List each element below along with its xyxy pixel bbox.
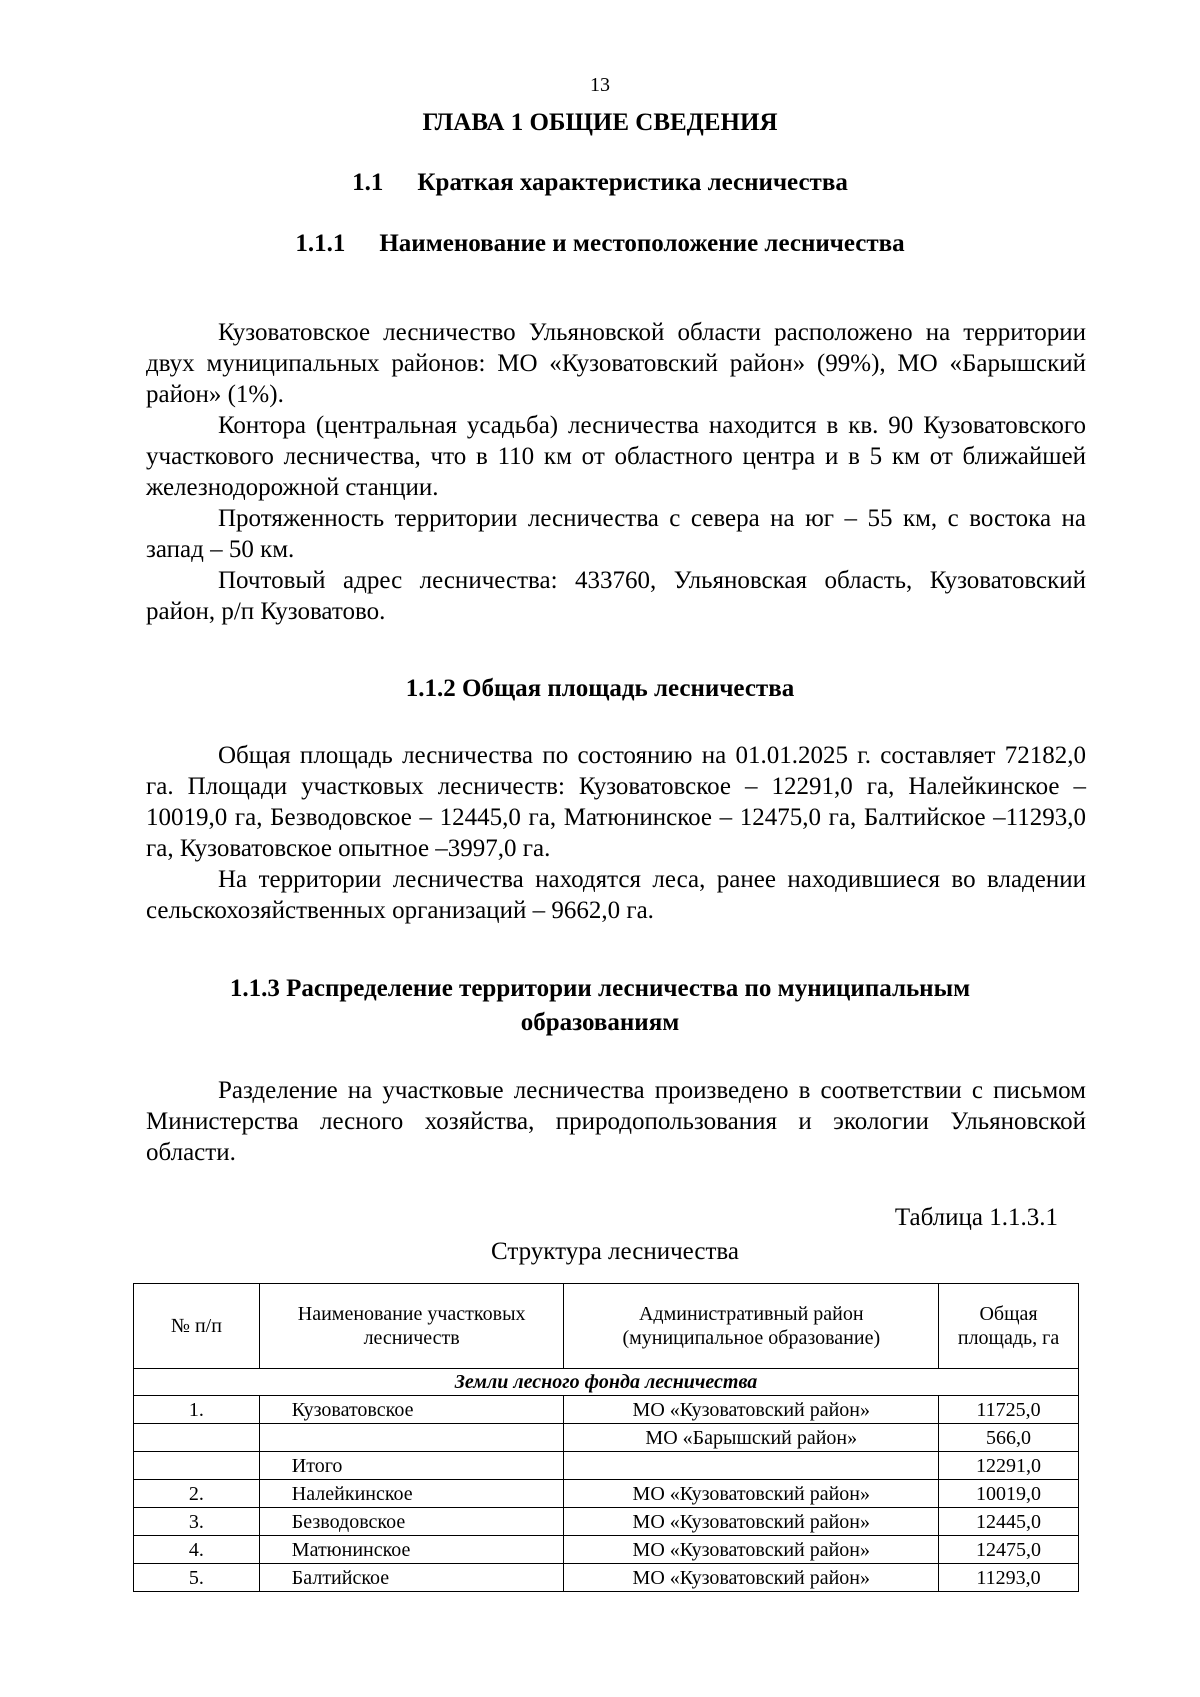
row-name xyxy=(259,1424,564,1452)
table-row xyxy=(134,1508,1079,1536)
row-num: 1. xyxy=(134,1396,260,1424)
page-number: 13 xyxy=(590,74,610,96)
table-row xyxy=(134,1536,1079,1564)
row-name: Матюнинское xyxy=(259,1536,564,1564)
row-name: Кузоватовское xyxy=(259,1396,564,1424)
row-area: 11293,0 xyxy=(939,1564,1079,1592)
header-num: № п/п xyxy=(134,1284,260,1369)
row-district: МО «Кузоватовский район» xyxy=(564,1536,939,1564)
section-1-1-number: 1.1 xyxy=(352,169,384,196)
extent-paragraph: Протяженность территории лесничества с севера на юг – 55 км, с востока на запад – 50 км. xyxy=(146,505,1086,563)
row-area: 12445,0 xyxy=(939,1508,1079,1536)
row-num xyxy=(134,1424,260,1452)
group-label: Земли лесного фонда лесничества xyxy=(134,1369,1079,1396)
location-paragraph: Кузоватовское лесничество Ульяновской области расположено на территории двух муниципальных районов: МО «Кузоватовский район» (99%), МО «Барышский район» (1%). xyxy=(146,319,1086,408)
row-district xyxy=(564,1452,939,1480)
row-district: МО «Кузоватовский район» xyxy=(564,1564,939,1592)
row-area: 12291,0 xyxy=(939,1452,1079,1480)
section-1-1-1-number: 1.1.1 xyxy=(295,230,346,257)
section-1-1-2-heading: 1.1.2 Общая площадь лесничества xyxy=(405,675,795,702)
row-num: 4. xyxy=(134,1536,260,1564)
table-row xyxy=(134,1564,1079,1592)
section-1-1-3-title-line2: образованиям xyxy=(520,1009,680,1036)
row-district: МО «Кузоватовский район» xyxy=(564,1396,939,1424)
row-name: Итого xyxy=(259,1452,564,1480)
section-1-1-1-heading xyxy=(140,227,1060,261)
row-area: 566,0 xyxy=(939,1424,1079,1452)
total-area-paragraph: Общая площадь лесничества по состоянию на 01.01.2025 г. составляет 72182,0 га. Площади участковых лесничеств: Кузоватовское – 12291,0 га, Налейкинское – 10019,0 га, Безводовское – 12445,0 га, Матюнинское – 12475,0 га, Балтийское –11293,0 га, Кузоватовское опытное –3997,0 га. xyxy=(146,742,1086,862)
table-title: Структура лесничества xyxy=(491,1238,739,1265)
header-area: Общая площадь, га xyxy=(939,1284,1079,1369)
row-num: 2. xyxy=(134,1480,260,1508)
row-num: 5. xyxy=(134,1564,260,1592)
row-district: МО «Барышский район» xyxy=(564,1424,939,1452)
address-paragraph: Почтовый адрес лесничества: 433760, Ульяновская область, Кузоватовский район, р/п Кузоватово. xyxy=(146,567,1086,625)
row-name: Балтийское xyxy=(259,1564,564,1592)
row-district: МО «Кузоватовский район» xyxy=(564,1480,939,1508)
header-name: Наименование участковых лесничеств xyxy=(259,1284,564,1369)
section-1-1-3-title-line1: 1.1.3 Распределение территории лесничества по муниципальным xyxy=(229,975,971,1002)
agri-forests-paragraph: На территории лесничества находятся леса, ранее находившиеся во владении сельскохозяйственных организаций – 9662,0 га. xyxy=(146,866,1086,924)
row-area: 12475,0 xyxy=(939,1536,1079,1564)
office-paragraph: Контора (центральная усадьба) лесничества находится в кв. 90 Кузоватовского участкового лесничества, что в 110 км от областного центра и в 5 км от ближайшей железнодорожной станции. xyxy=(146,412,1086,501)
section-1-1-title: Краткая характеристика лесничества xyxy=(417,169,848,196)
table-row xyxy=(134,1396,1079,1424)
table-group-row xyxy=(134,1369,1079,1396)
row-area: 10019,0 xyxy=(939,1480,1079,1508)
row-area: 11725,0 xyxy=(939,1396,1079,1424)
division-paragraph: Разделение на участковые лесничества произведено в соответствии с письмом Министерства лесного хозяйства, природопользования и экологии Ульяновской области. xyxy=(146,1077,1086,1166)
row-name: Безводовское xyxy=(259,1508,564,1536)
row-num: 3. xyxy=(134,1508,260,1536)
table-header-row xyxy=(134,1284,1079,1369)
row-district: МО «Кузоватовский район» xyxy=(564,1508,939,1536)
row-name: Налейкинское xyxy=(259,1480,564,1508)
table-row xyxy=(134,1480,1079,1508)
table-caption: Таблица 1.1.3.1 xyxy=(894,1204,1058,1231)
section-1-1-1-title: Наименование и местоположение лесничества xyxy=(379,230,905,257)
forestry-structure-table xyxy=(133,1283,1079,1592)
row-num xyxy=(134,1452,260,1480)
table-row xyxy=(134,1424,1079,1452)
table-row xyxy=(134,1452,1079,1480)
chapter-title: ГЛАВА 1 ОБЩИЕ СВЕДЕНИЯ xyxy=(422,109,778,136)
header-district: Административный район (муниципальное образование) xyxy=(564,1284,939,1369)
section-1-1-3-heading xyxy=(140,972,1060,1040)
section-1-1-heading xyxy=(140,166,1060,200)
